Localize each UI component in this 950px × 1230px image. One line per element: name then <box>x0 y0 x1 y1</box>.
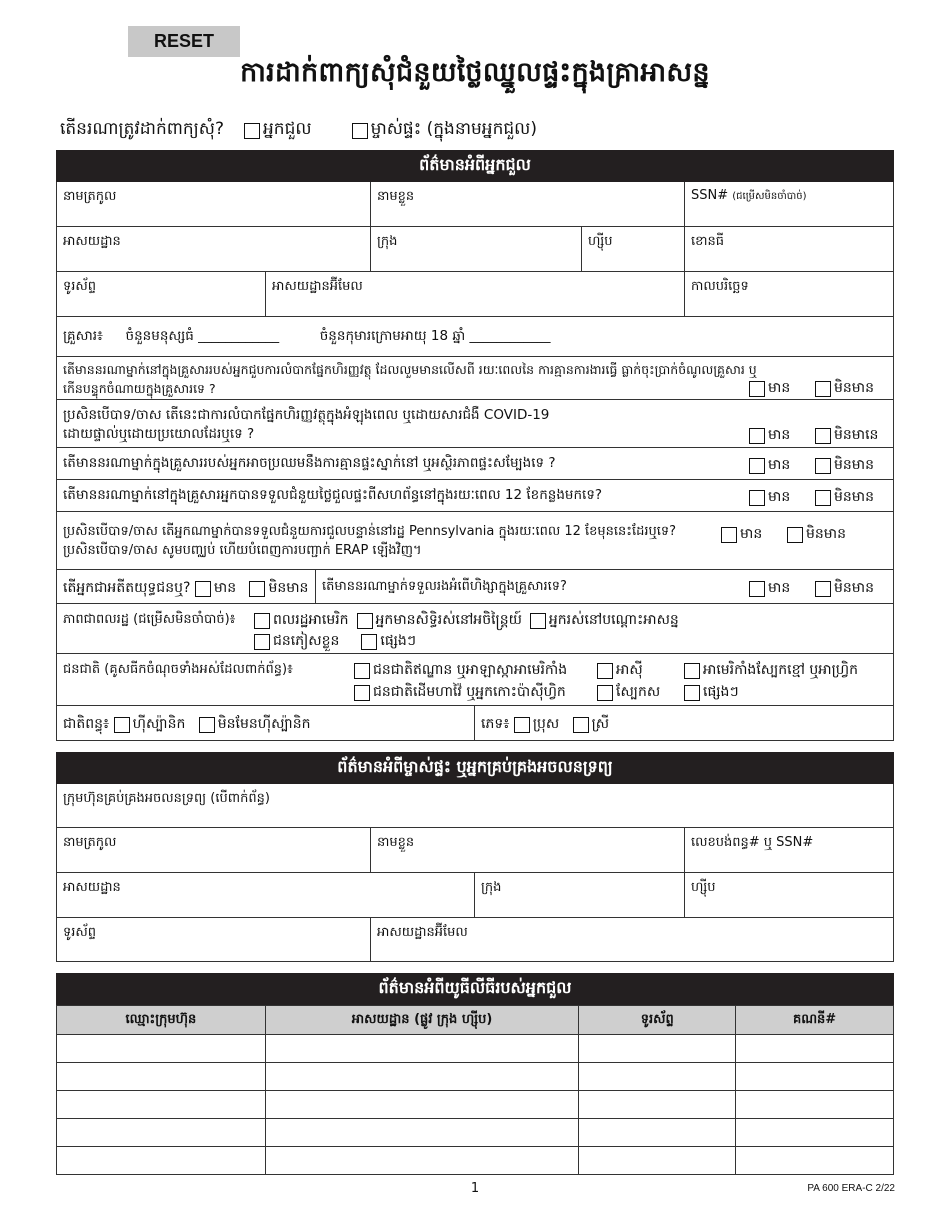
utility-phone-cell[interactable] <box>579 1119 736 1147</box>
race-other[interactable]: ផ្សេងៗ <box>684 682 739 703</box>
utility-account-cell[interactable] <box>736 1063 894 1091</box>
q1-no[interactable]: មិនមាន <box>815 378 874 399</box>
dv-no[interactable]: មិនមាន <box>815 578 874 599</box>
tenant-county-field[interactable]: ខោនធី <box>691 234 725 249</box>
utility-phone-cell[interactable] <box>579 1091 736 1119</box>
q2-no[interactable]: មិនមានេ <box>815 425 878 446</box>
landlord-first-name-field[interactable]: នាមខ្លួន <box>371 828 685 872</box>
landlord-tax-id-field[interactable]: លេខបង់ពន្ធ# ឬ SSN# <box>691 835 814 850</box>
page-number: 1 <box>470 1181 480 1196</box>
citizenship-permanent[interactable]: អ្នកមានសិទ្ធិរស់នៅអចិន្ត្រៃយ៍ <box>357 610 522 631</box>
landlord-applies-checkbox[interactable] <box>352 123 368 139</box>
veteran-question: តើអ្នកជាអតីតយុទ្ធជនឬ? <box>63 580 191 596</box>
utility-col-account: គណនី# <box>736 1006 894 1035</box>
q3-no[interactable]: មិនមាន <box>815 455 874 476</box>
tenant-ssn-field[interactable]: SSN# (ជម្រើសមិនចាំបាច់) <box>691 188 807 203</box>
utility-address-cell[interactable] <box>265 1063 579 1091</box>
citizenship-refugee[interactable]: ជនភៀសខ្លួន <box>254 631 339 652</box>
pa-assistance-question: ប្រសិនបើបាទ/ចាស តើអ្នកណាម្នាក់បានទទួលជំនួយការជួលបន្ទាន់នៅរដ្ឋ Pennsylvania ក្នុងរយៈពេល 12 ខែមុននេះដែរឬទេ? ប្រសិនបើបាទ/ចាស សូមបញ្ឈប់ ហើយបំពេញការបញ្ជាក់ ERAP ឡើងវិញ។ <box>63 524 677 558</box>
citizenship-row <box>57 604 893 654</box>
tenant-section <box>56 182 894 741</box>
utility-address-cell[interactable] <box>265 1035 579 1063</box>
citizenship-label: ភាពជាពលរដ្ឋ (ជម្រើសមិនចាំបាច់)៖ <box>63 612 236 627</box>
tenant-address-row <box>57 227 893 272</box>
veteran-no-checkbox[interactable] <box>249 581 265 597</box>
hispanic-checkbox[interactable] <box>114 717 130 733</box>
race-black[interactable]: អាមេរិកាំងស្បែកខ្មៅ ឬអាហ្វ្រិក <box>684 660 858 681</box>
q2-yes[interactable]: មាន <box>749 425 790 446</box>
tenant-first-name-field[interactable]: នាមខ្លួន <box>371 182 685 226</box>
veteran-yes-checkbox[interactable] <box>195 581 211 597</box>
ssn-optional-note: (ជម្រើសមិនចាំបាច់) <box>732 191 807 202</box>
federal-assistance-question: តើមាននរណាម្នាក់នៅក្នុងគ្រួសារអ្នកបានទទួលជំនួយថ្លៃជួលផ្ទះពីសហព័ន្ធនៅក្នុងរយៈពេល 12 ខែកន្លងមកទេ? <box>63 487 603 503</box>
ethnicity-gender-row <box>57 706 893 741</box>
tenant-last-name-field[interactable]: នាមត្រកូល <box>57 182 371 226</box>
gender-cell: ភេទ៖ ប្រុស ស្រី <box>475 706 893 741</box>
federal-assistance-row <box>57 480 893 512</box>
covid-hardship-question: ប្រសិនបើបាទ/ចាស តើនេះជាការលំបាកផ្នែកហិរញ្ញវត្ថុក្នុងអំឡុងពេល ឬដោយសារជំងឺ COVID-19 ដោយផ្ទាល់ឬដោយប្រយោលដែរឬទេ ? <box>63 407 550 442</box>
gender-label: ភេទ៖ <box>481 716 510 732</box>
utility-account-cell[interactable] <box>736 1147 894 1175</box>
homelessness-risk-row <box>57 448 893 480</box>
tenant-email-field[interactable]: អាសយដ្ឋានអ៊ីមែល <box>266 272 685 316</box>
form-title: ការដាក់ពាក្យសុំជំនួយថ្លៃឈ្នួលផ្ទះក្នុងគ្រាអាសន្ន <box>240 57 710 88</box>
tenant-phone-field[interactable]: ទូរស័ព្ទ <box>57 272 266 316</box>
utility-col-phone: ទូរស័ព្ទ <box>579 1006 736 1035</box>
landlord-applies-label: ម្ចាស់ផ្ទះ (ក្នុងនាមអ្នកជួល) <box>370 119 537 139</box>
tenant-applies-label: អ្នកជួល <box>263 119 312 139</box>
utility-header-row <box>57 1006 894 1035</box>
landlord-contact-row <box>57 918 893 962</box>
utility-address-cell[interactable] <box>265 1147 579 1175</box>
landlord-address-row <box>57 873 893 918</box>
tenant-applies-checkbox[interactable] <box>244 123 260 139</box>
race-asian[interactable]: អាស៊ី <box>597 660 684 681</box>
utility-company-cell[interactable] <box>57 1035 266 1063</box>
tenant-zip-field[interactable]: ហ្ស៊ីប <box>582 227 685 271</box>
landlord-company-field[interactable]: ក្រុមហ៊ុនគ្រប់គ្រងអចលនទ្រព្យ (បើពាក់ព័ន្ធ) <box>63 791 270 806</box>
landlord-name-row <box>57 828 893 873</box>
utility-address-cell[interactable] <box>265 1119 579 1147</box>
race-pacific-islander[interactable]: ជនជាតិដើមហាវ៉ៃ ឬអ្នកកោះប៉ាស៊ីហ្វិក <box>354 682 597 703</box>
domestic-violence-question: តើមាននរណាម្នាក់ទទួលរងអំពើហិង្សាក្នុងគ្រួសារទេ? <box>322 579 567 594</box>
non-hispanic-checkbox[interactable] <box>199 717 215 733</box>
landlord-section <box>56 784 894 962</box>
race-native-american[interactable]: ជនជាតិឥណ្ឌាន ឬអាឡាស្កាអាមេរិកាំង <box>354 660 597 681</box>
household-row <box>57 317 893 357</box>
q3-yes[interactable]: មាន <box>749 455 790 476</box>
female-checkbox[interactable] <box>573 717 589 733</box>
citizenship-temporary[interactable]: អ្នករស់នៅបណ្តោះអាសន្ន <box>530 610 679 631</box>
tenant-city-field[interactable]: ក្រុង <box>371 227 582 271</box>
race-white[interactable]: ស្បែកស <box>597 682 684 703</box>
who-applies-question: តើនរណាត្រូវដាក់ពាក្យសុំ? <box>60 119 224 139</box>
dv-cell <box>316 570 893 603</box>
citizenship-other[interactable]: ផ្សេងៗ <box>361 631 416 652</box>
landlord-last-name-field[interactable]: នាមត្រកូល <box>57 828 371 872</box>
veteran-dv-row <box>57 570 893 604</box>
utility-table <box>56 1005 894 1175</box>
landlord-company-row <box>57 784 893 828</box>
utility-company-cell[interactable] <box>57 1063 266 1091</box>
tenant-section-heading: ព័ត៌មានអំពីអ្នកជួល <box>56 150 894 182</box>
ethnicity-cell: ជាតិពន្ធុ៖ ហ៊ីស្ប៉ានិក មិនមែនហ៊ីស្ប៉ានិក <box>57 706 475 741</box>
q5-yes[interactable]: មាន <box>721 524 762 545</box>
utility-row <box>57 1035 894 1063</box>
landlord-email-field[interactable]: អាសយដ្ឋានអ៊ីមែល <box>377 925 468 940</box>
race-label: ជនជាតិ (គូសធីកចំណុចទាំងអស់ដែលពាក់ព័ន្ធ)៖ <box>63 662 293 677</box>
utility-account-cell[interactable] <box>736 1091 894 1119</box>
dv-yes[interactable]: មាន <box>749 578 790 599</box>
utility-company-cell[interactable] <box>57 1119 266 1147</box>
q5-no[interactable]: មិនមាន <box>787 524 846 545</box>
utility-row <box>57 1147 894 1175</box>
homelessness-risk-question: តើមាននរណាម្នាក់ក្នុងគ្រួសាររបស់អ្នកអាចប្រឈមនឹងការគ្មានផ្ទះស្នាក់នៅ ឬអស្ថិរភាពផ្ទះសម្បែងទេ ? <box>63 455 556 471</box>
who-applies-row <box>60 118 537 143</box>
q4-yes[interactable]: មាន <box>749 487 790 508</box>
form-code: PA 600 ERA-C 2/22 <box>807 1183 895 1194</box>
race-row <box>57 654 893 706</box>
utility-account-cell[interactable] <box>736 1035 894 1063</box>
household-label: គ្រួសារ៖ <box>63 328 103 344</box>
landlord-section-heading: ព័ត៌មានអំពីម្ចាស់ផ្ទះ ឬអ្នកគ្រប់គ្រងអចលនទ្រព្យ <box>56 752 894 784</box>
utility-col-address: អាសយដ្ឋាន (ផ្លូវ ក្រុង ហ្ស៊ីប) <box>265 1006 579 1035</box>
tenant-address-field[interactable]: អាសយដ្ឋាន <box>57 227 371 271</box>
veteran-cell: តើអ្នកជាអតីតយុទ្ធជនឬ? មាន មិនមាន <box>57 570 316 603</box>
utility-phone-cell[interactable] <box>579 1035 736 1063</box>
utility-row <box>57 1119 894 1147</box>
q4-no[interactable]: មិនមាន <box>815 487 874 508</box>
utility-row <box>57 1091 894 1119</box>
utility-account-cell[interactable] <box>736 1119 894 1147</box>
citizenship-us[interactable]: ពលរដ្ឋអាមេរិក <box>254 610 349 631</box>
financial-hardship-question: តើមាននរណាម្នាក់នៅក្នុងគ្រួសាររបស់អ្នកជួបការលំបាកផ្នែកហិរញ្ញវត្ថុ ដែលលួមមានលើសពី រយៈពេលនៃ ការគ្មានការងារធ្វើ ធ្លាក់ចុះប្រាក់ចំណូលគ្រួសារ ឬ កើនបន្ទុកចំណាយក្នុងគ្រួសារទេ ? <box>63 362 757 396</box>
utility-company-cell[interactable] <box>57 1147 266 1175</box>
household-info <box>63 327 551 346</box>
utility-company-cell[interactable] <box>57 1091 266 1119</box>
utility-row <box>57 1063 894 1091</box>
utility-address-cell[interactable] <box>265 1091 579 1119</box>
tenant-dob-field[interactable]: កាលបរិច្ឆេទ <box>691 279 749 294</box>
landlord-city-field[interactable]: ក្រុង <box>475 873 685 917</box>
reset-button[interactable]: RESET <box>128 26 240 57</box>
children-count-field[interactable]: ចំនួនកុមារក្រោមអាយុ 18 ឆ្នាំ ____________ <box>319 328 551 344</box>
utility-phone-cell[interactable] <box>579 1147 736 1175</box>
covid-hardship-row <box>57 400 893 448</box>
male-checkbox[interactable] <box>514 717 530 733</box>
utility-phone-cell[interactable] <box>579 1063 736 1091</box>
landlord-phone-field[interactable]: ទូរស័ព្ទ <box>57 918 371 962</box>
tenant-contact-row <box>57 272 893 317</box>
ethnicity-label: ជាតិពន្ធុ៖ <box>63 716 110 732</box>
pa-assistance-row <box>57 512 893 570</box>
utility-section-heading: ព័ត៌មានអំពីយូធីលីធីរបស់អ្នកជួល <box>56 973 894 1005</box>
household-size-field[interactable]: ចំនួនមនុស្សធំ ____________ <box>125 328 280 344</box>
tenant-name-row <box>57 182 893 227</box>
landlord-zip-field[interactable]: ហ្ស៊ីប <box>691 880 716 895</box>
q1-yes[interactable]: មាន <box>749 378 790 399</box>
utility-col-company: ឈ្មោះក្រុមហ៊ុន <box>57 1006 266 1035</box>
landlord-address-field[interactable]: អាសយដ្ឋាន <box>57 873 475 917</box>
financial-hardship-row <box>57 357 893 400</box>
